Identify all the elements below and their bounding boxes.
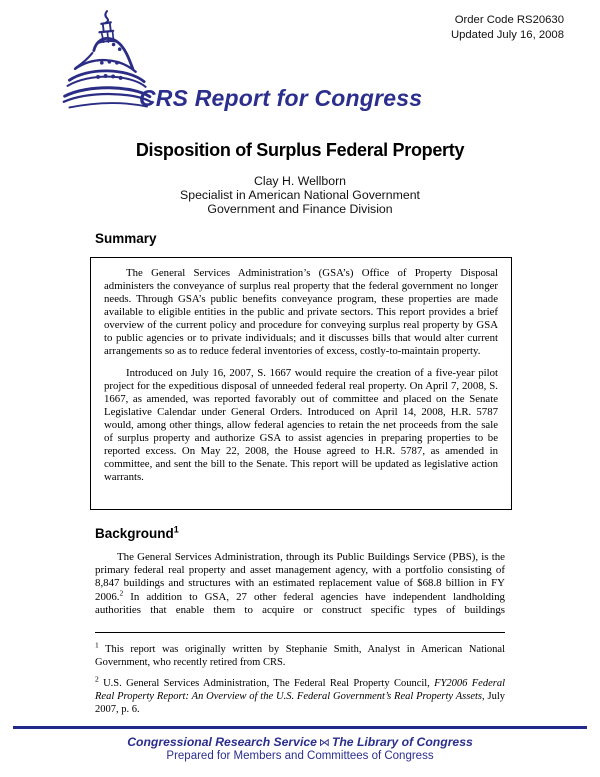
background-heading-text: Background	[95, 526, 174, 541]
decorative-knot-icon: ⋈	[318, 737, 330, 749]
footnote-2	[95, 674, 505, 717]
author-name: Clay H. Wellborn	[253, 174, 347, 188]
footnote-2-text-tail: July 2007, p. 6.	[95, 691, 505, 716]
background-paragraph-continuation: In addition to GSA, 27 other federal agencies have independent landholding authorities that enable them to acquire or construct specific types of buildings	[95, 590, 505, 616]
author-division: Government and Finance Division	[207, 201, 393, 216]
summary-heading: Summary	[95, 231, 157, 246]
background-paragraph-text: The General Services Administration, through its Public Buildings Service (PBS), is the primary federal real property and asset management agency, with a portfolio consisting of 8,847 buildings and structures with an estimated replacement value of $68.8 billion in FY 2006.	[95, 551, 505, 603]
footnote-1-text: This report was originally written by Stephanie Smith, Analyst in American National Government, who recently retired from CRS.	[95, 644, 505, 669]
footnote-1	[95, 640, 505, 669]
summary-box	[90, 257, 512, 510]
order-code: Order Code RS20630	[454, 14, 564, 26]
report-title: Disposition of Surplus Federal Property	[135, 140, 465, 160]
updated-date: Updated July 16, 2008	[450, 28, 564, 41]
footnote-2-marker: 2	[95, 674, 99, 684]
summary-paragraph-2: Introduced on July 16, 2007, S. 1667 would require the creation of a five-year pilot project for the expeditious disposal of unneeded federal real property. On April 7, 2008, S. 1667, as amended, was reported favorably out of committee and placed on the Senate Legislative Calendar under General Orders. Introduced on April 14, 2008, H.R. 5787 would, among other things, allow federal agencies to retain the net proceeds from the sale of surplus property and authorize GSA to assist agencies in preparing properties to be reported excess. On May 22, 2008, the House agreed to H.R. 5787, as amended in committee, and sent the bill to the Senate. This report will be updated as legislative action warrants.	[104, 367, 498, 483]
footnote-separator-rule	[95, 632, 505, 633]
footer-loc-text: The Library of Congress	[331, 735, 473, 749]
footer-brand-line	[0, 735, 600, 749]
footer-rule	[13, 726, 587, 729]
order-code-block	[451, 13, 564, 42]
author-block	[0, 175, 600, 216]
author-role: Specialist in American National Government	[180, 187, 420, 202]
summary-paragraph-1: The General Services Administration’s (GSA’s) Office of Property Disposal administers the conveyance of surplus real property that the federal government no longer needs. Through GSA’s public benefits conveyance program, these properties are made available to eligible entities in the public and private sectors. This report provides a brief overview of the current policy and procedure for conveying surplus real property by GSA to public agencies or to private individuals; and it discusses bills that would alter current arrangements so as to reduce federal inventories of excess, costly-to-maintain property.	[104, 267, 498, 357]
background-heading	[95, 526, 179, 541]
background-paragraph	[95, 551, 505, 617]
footnote-ref-2: 2	[119, 587, 124, 597]
footer-crs-text: Congressional Research Service	[127, 735, 317, 749]
footnote-2-cited-title: FY2006 Federal Real Property Report: An Overview of the U.S. Federal Government’s Real Property Assets,	[95, 678, 505, 703]
footer-tagline: Prepared for Members and Committees of Congress	[166, 750, 434, 762]
footnote-2-text: U.S. General Services Administration, The Federal Real Property Council,	[103, 678, 435, 689]
footnote-ref-1: 1	[173, 524, 179, 535]
footnote-1-marker: 1	[95, 640, 99, 650]
crs-brand-title: CRS Report for Congress	[139, 85, 423, 111]
